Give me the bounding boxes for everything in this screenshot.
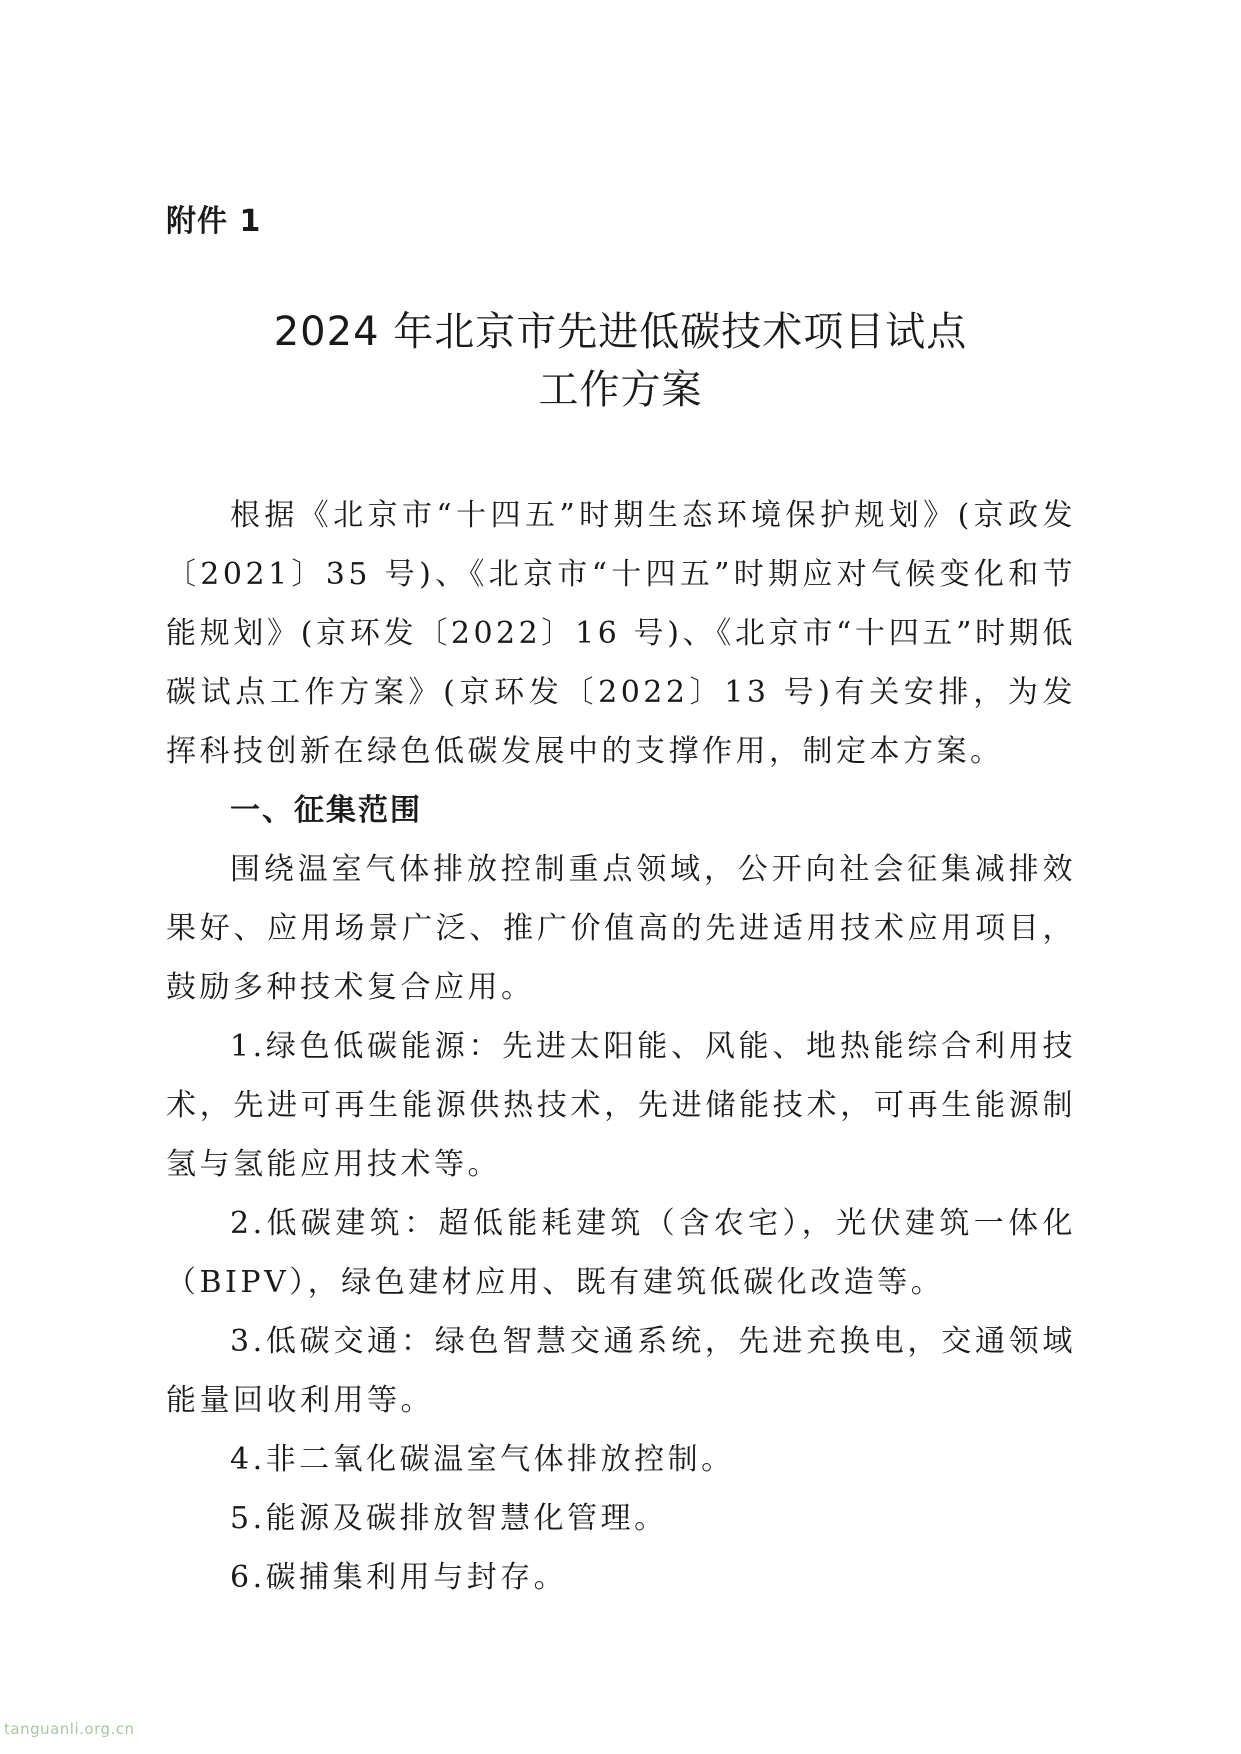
site-watermark[interactable]: tanguanli.org.cn xyxy=(4,1720,135,1738)
intro-paragraph: 根据《北京市“十四五”时期生态环境保护规划》(京政发〔2021〕35 号)、《北京市“十四五”时期应对气候变化和节能规划》(京环发〔2022〕16 号)、《北京市“十四五”时期低碳试点工作方案》(京环发〔2022〕13 号)有关安排，为发挥科技创新在绿色低碳发展中的支撑作用，制定本方案。 xyxy=(166,498,1076,769)
document-title-line-2: 工作方案 xyxy=(538,367,703,413)
scope-item-6: 6.碳捕集利用与封存。 xyxy=(230,1560,568,1595)
scope-item-4: 4.非二氧化碳温室气体排放控制。 xyxy=(230,1442,735,1477)
scope-item-5: 5.能源及碳排放智慧化管理。 xyxy=(230,1501,668,1536)
scope-item-2: 2.低碳建筑：超低能耗建筑（含农宅），光伏建筑一体化（BIPV），绿色建材应用、既有建筑低碳化改造等。 xyxy=(166,1206,1076,1300)
section-summary: 围绕温室气体排放控制重点领域，公开向社会征集减排效果好、应用场景广泛、推广价值高的先进适用技术应用项目，鼓励多种技术复合应用。 xyxy=(166,852,1076,1005)
scope-item-3: 3.低碳交通：绿色智慧交通系统，先进充换电，交通领域能量回收利用等。 xyxy=(166,1324,1076,1418)
document-body xyxy=(166,486,1076,1607)
section-heading: 一、征集范围 xyxy=(230,793,422,828)
document-title-line-1: 2024 年北京市先进低碳技术项目试点 xyxy=(273,309,968,355)
attachment-label: 附件 1 xyxy=(166,204,262,239)
scope-item-1: 1.绿色低碳能源：先进太阳能、风能、地热能综合利用技术，先进可再生能源供热技术，先进储能技术，可再生能源制氢与氢能应用技术等。 xyxy=(166,1029,1076,1182)
